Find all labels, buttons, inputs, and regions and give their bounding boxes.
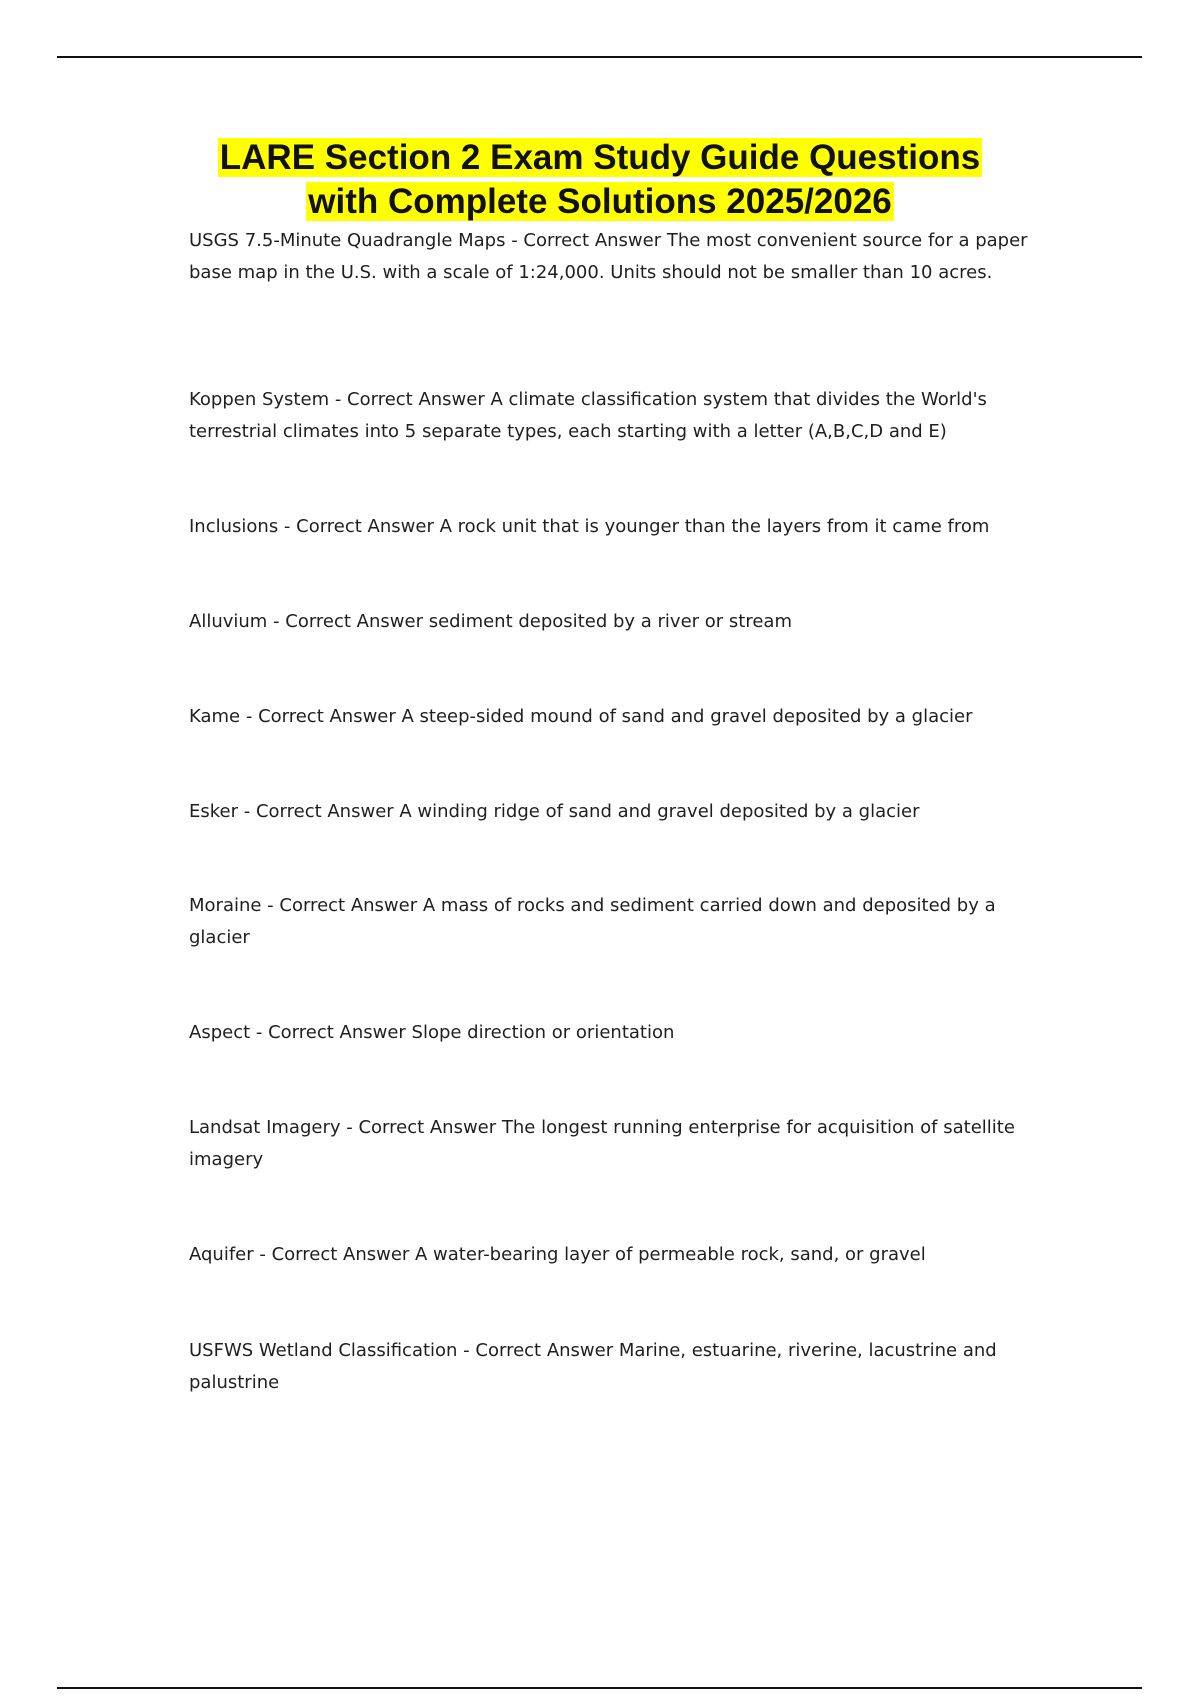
title-line-1: LARE Section 2 Exam Study Guide Questions xyxy=(219,138,981,177)
bottom-rule xyxy=(57,1687,1142,1689)
entry-aquifer: Aquifer - Correct Answer A water-bearing layer of permeable rock, sand, or gravel xyxy=(189,1244,926,1265)
title-line-2: with Complete Solutions 2025/2026 xyxy=(308,182,892,221)
entry-aspect: Aspect - Correct Answer Slope direction or orientation xyxy=(189,1022,675,1043)
entry-esker: Esker - Correct Answer A winding ridge of sand and gravel deposited by a glacier xyxy=(189,801,920,822)
top-rule xyxy=(57,56,1142,58)
entry-moraine: Moraine - Correct Answer A mass of rocks and sediment carried down and deposited by a glacier xyxy=(189,895,996,948)
entry-inclusions: Inclusions - Correct Answer A rock unit that is younger than the layers from it came from xyxy=(189,516,990,537)
entry-landsat-imagery: Landsat Imagery - Correct Answer The longest running enterprise for acquisition of satellite imagery xyxy=(189,1117,1015,1170)
entry-usfws-wetland-classification: USFWS Wetland Classification - Correct Answer Marine, estuarine, riverine, lacustrine and palustrine xyxy=(189,1340,997,1393)
document-title xyxy=(160,136,1040,224)
entry-koppen-system: Koppen System - Correct Answer A climate classification system that divides the World's terrestrial climates into 5 separate types, each starting with a letter (A,B,C,D and E) xyxy=(189,389,987,442)
entry-kame: Kame - Correct Answer A steep-sided mound of sand and gravel deposited by a glacier xyxy=(189,706,973,727)
entry-alluvium: Alluvium - Correct Answer sediment deposited by a river or stream xyxy=(189,611,792,632)
entry-usgs-quadrangle-maps: USGS 7.5-Minute Quadrangle Maps - Correct Answer The most convenient source for a paper base map in the U.S. with a scale of 1:24,000. Units should not be smaller than 10 acres. xyxy=(189,230,1028,283)
